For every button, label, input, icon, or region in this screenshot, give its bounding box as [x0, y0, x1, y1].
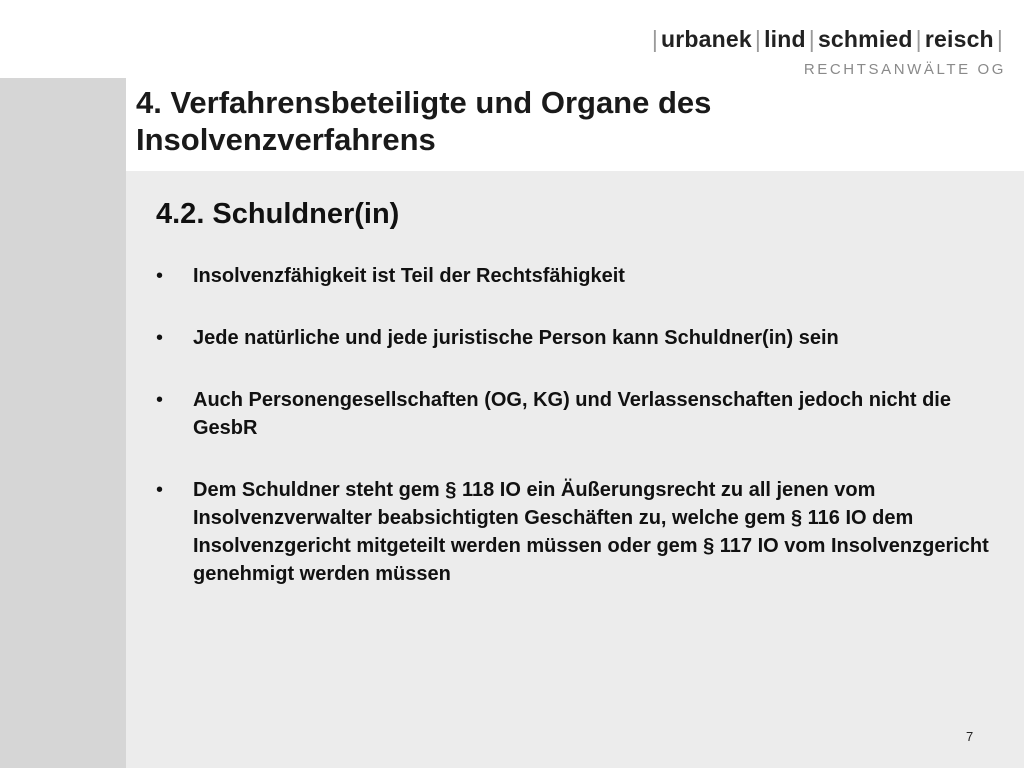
- page-number: 7: [966, 729, 974, 744]
- logo-separator: |: [651, 26, 658, 52]
- logo-name-lind: lind: [764, 26, 806, 52]
- logo-separator: |: [915, 26, 922, 52]
- slide-title: 4. Verfahrensbeteiligte und Organe des Insolvenzverfahrens: [136, 85, 712, 157]
- logo-subtitle: RECHTSANWÄLTE OG: [803, 61, 1006, 78]
- firm-logo: [649, 26, 1006, 78]
- logo-names: [649, 26, 1006, 53]
- bullet-item: [156, 262, 1018, 290]
- bullet-text: Auch Personengesellschaften (OG, KG) und Verlassenschaften jedoch nicht die GesbR: [193, 389, 951, 439]
- logo-name-urbanek: urbanek: [661, 26, 752, 52]
- bullet-text: Jede natürliche und jede juristische Person kann Schuldner(in) sein: [193, 327, 839, 349]
- bullet-item: [156, 386, 1018, 442]
- logo-separator: |: [754, 26, 762, 52]
- logo-separator: |: [996, 26, 1003, 52]
- bullet-list: [156, 262, 1018, 588]
- bullet-text: Dem Schuldner steht gem § 118 IO ein Äußerungsrecht zu all jenen vom Insolvenzverwalter beabsichtigten Geschäften zu, welche gem § 116 IO dem Insolvenzgericht mitgeteilt werden müssen oder gem § 117 IO vom Insolvenzgericht genehmigt werden müssen: [193, 479, 989, 585]
- logo-name-reisch: reisch: [924, 26, 994, 52]
- bullet-icon: •: [156, 479, 164, 501]
- bullet-text: Insolvenzfähigkeit ist Teil der Rechtsfähigkeit: [193, 265, 625, 287]
- logo-separator: |: [808, 26, 815, 52]
- bullet-icon: •: [156, 327, 164, 349]
- bullet-icon: •: [156, 389, 164, 411]
- bullet-item: [156, 476, 1018, 588]
- bullet-item: [156, 324, 1018, 352]
- left-decorative-band: [0, 78, 126, 768]
- bullet-icon: •: [156, 265, 164, 287]
- section-subheading: 4.2. Schuldner(in): [156, 198, 400, 230]
- logo-name-schmied: schmied: [817, 26, 913, 52]
